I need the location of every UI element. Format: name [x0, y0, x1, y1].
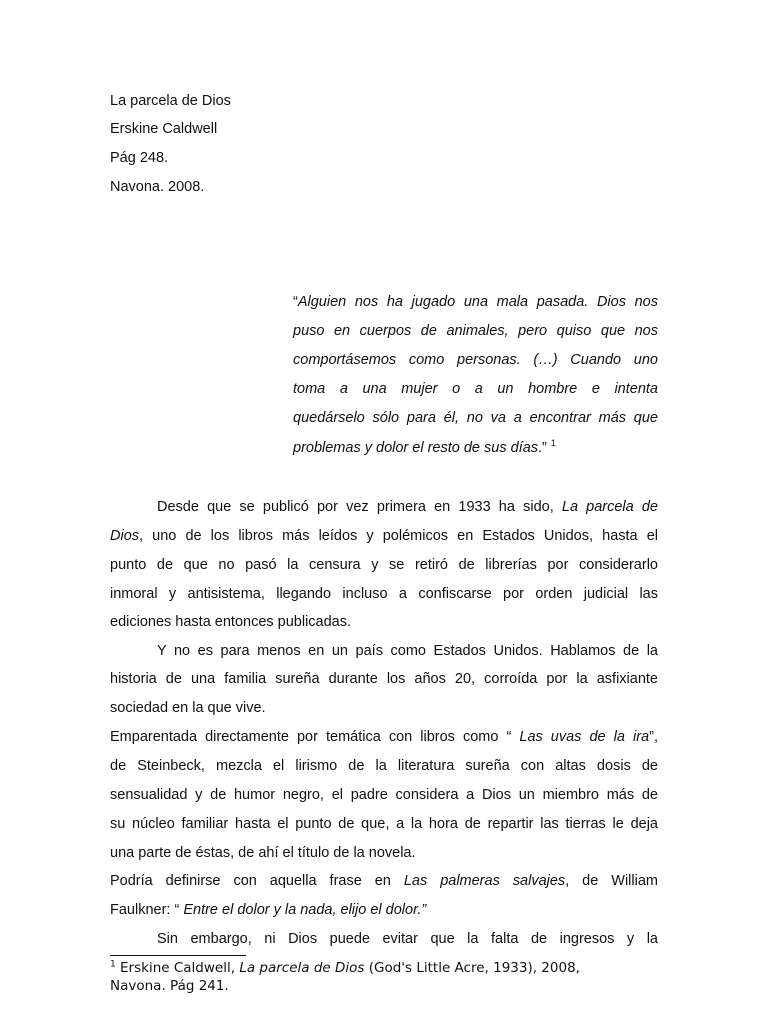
body-line: sociedad en la que vive.	[110, 700, 266, 716]
body-line: historia de una familia sureña durante los años 20, corroída por la asfixiante	[110, 671, 658, 687]
body-line: Dios, uno de los libros más leídos y polémicos en Estados Unidos, hasta el	[110, 528, 658, 544]
book-author: Erskine Caldwell	[110, 121, 218, 137]
book-pages: Pág 248.	[110, 150, 169, 166]
quote-line: problemas y dolor el resto de sus días.” $^1$	[293, 438, 556, 456]
quote-line: toma a una mujer o a un hombre e intenta	[293, 381, 658, 397]
quote-line: comportásemos como personas. (…) Cuando uno	[293, 352, 658, 368]
quote-line: quedárselo sólo para él, no va a encontrar más que	[293, 410, 658, 426]
footnote-number: 1	[110, 959, 116, 970]
quote-line: “Alguien nos ha jugado una mala pasada. Dios nos	[293, 294, 658, 310]
body-line: su núcleo familiar hasta el punto de que, a la hora de repartir las tierras le deja	[110, 816, 658, 832]
body-line: una parte de éstas, de ahí el título de la novela.	[110, 845, 416, 861]
body-line: Sin embargo, ni Dios puede evitar que la falta de ingresos y la	[157, 931, 658, 947]
footnote-line: Navona. Pág 241.	[110, 978, 229, 994]
footnote-ref[interactable]: 1	[550, 438, 556, 449]
body-line: sensualidad y de humor negro, el padre considera a Dios un miembro más de	[110, 787, 658, 803]
book-publisher: Navona. 2008.	[110, 179, 205, 195]
body-line: Desde que se publicó por vez primera en 1933 ha sido, La parcela de	[157, 499, 658, 515]
book-title: La parcela de Dios	[110, 93, 231, 109]
quote-line: puso en cuerpos de animales, pero quiso que nos	[293, 323, 658, 339]
body-line: Faulkner: “ Entre el dolor y la nada, elijo el dolor.”	[110, 902, 427, 918]
body-line: Podría definirse con aquella frase en Las palmeras salvajes, de William	[110, 873, 658, 889]
footnote-line: $^1$ Erskine Caldwell, La parcela de Dios (God's Little Acre, 1933), 2008,	[110, 959, 580, 976]
body-line: inmoral y antisistema, llegando incluso a confiscarse por orden judicial las	[110, 586, 658, 602]
body-line: punto de que no pasó la censura y se retiró de librerías por considerarlo	[110, 557, 658, 573]
body-line: de Steinbeck, mezcla el lirismo de la literatura sureña con altas dosis de	[110, 758, 658, 774]
footnote-separator	[110, 955, 246, 956]
body-line: ediciones hasta entonces publicadas.	[110, 614, 352, 630]
body-line: Emparentada directamente por temática con libros como “ Las uvas de la ira”,	[110, 729, 658, 745]
body-line: Y no es para menos en un país como Estados Unidos. Hablamos de la	[157, 643, 658, 659]
